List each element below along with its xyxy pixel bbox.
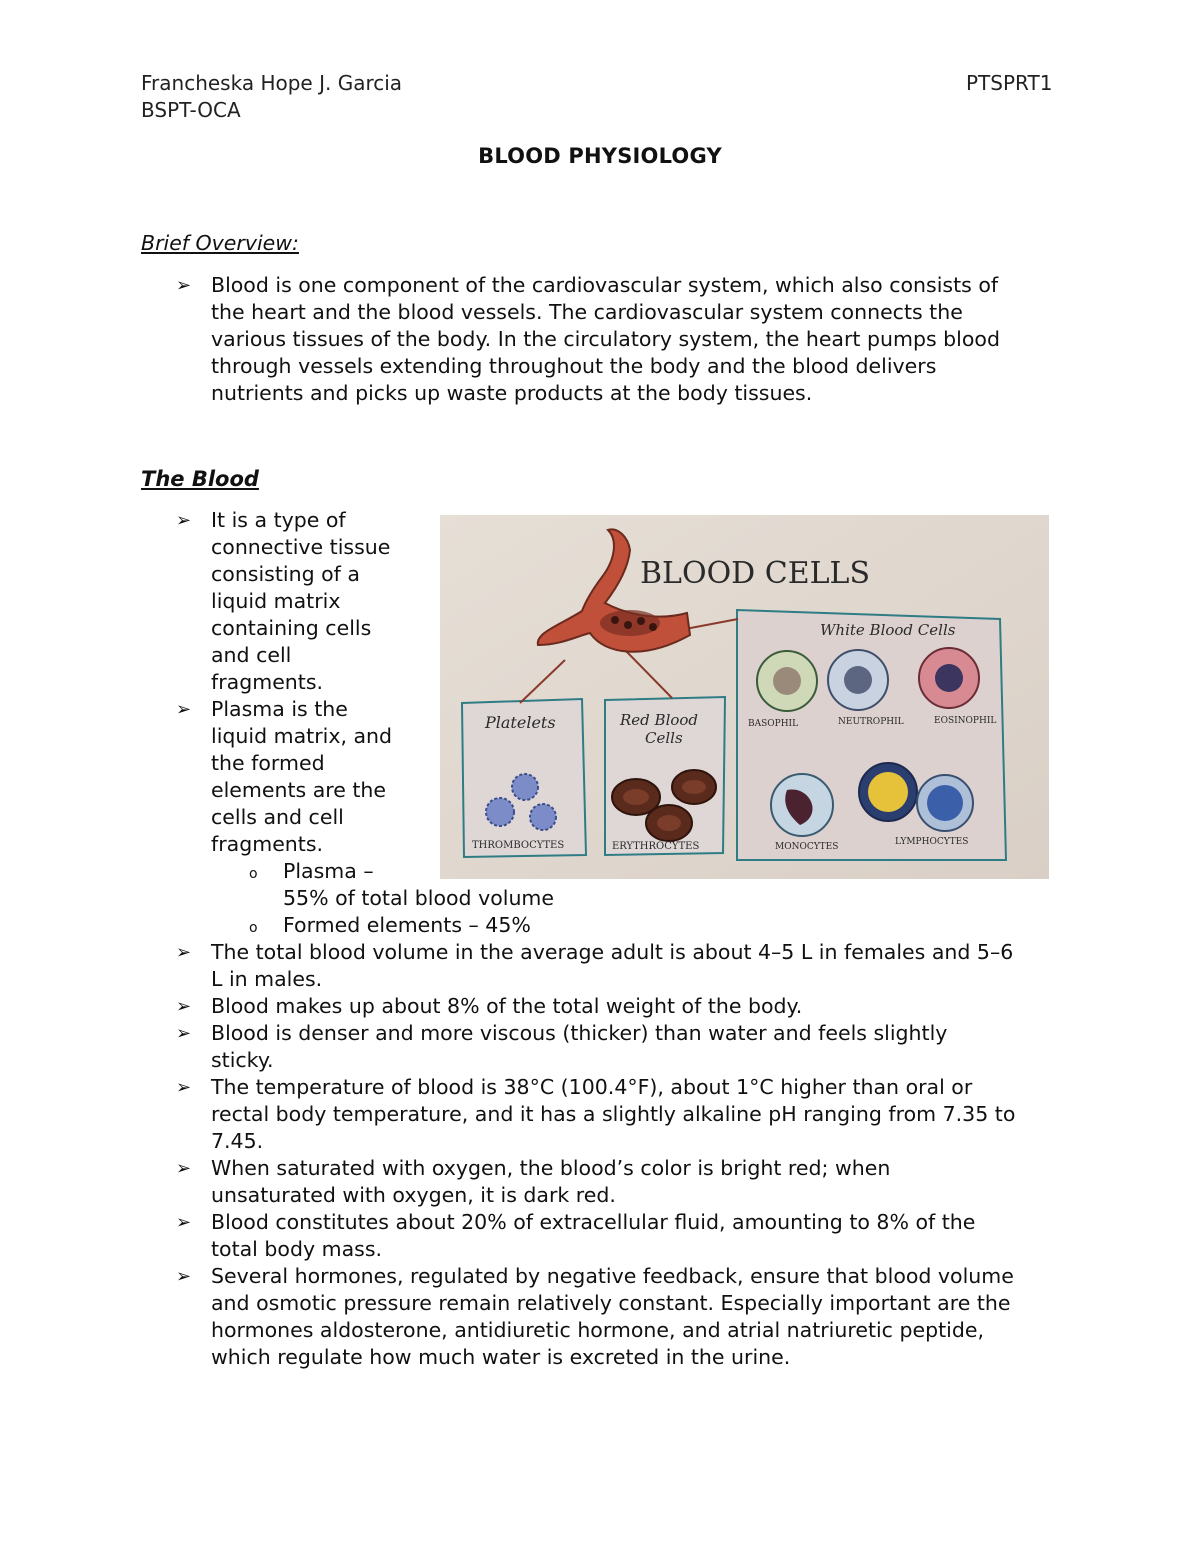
arrow-bullet-icon: ➢ xyxy=(176,1158,192,1179)
plasma-matrix-line: elements are the xyxy=(211,778,387,802)
rbc-label-2: Cells xyxy=(645,729,683,747)
blood-fact-line: Blood makes up about 8% of the total weight of the body. xyxy=(211,994,803,1018)
connective-tissue-line: and cell xyxy=(211,643,292,667)
rbc-label-1: Red Blood xyxy=(620,711,699,729)
overview-line: various tissues of the body. In the circulatory system, the heart pumps blood xyxy=(211,327,1000,351)
blood-fact-line: and osmotic pressure remain relatively constant. Especially important are the xyxy=(211,1291,1011,1315)
blood-fact-line: The temperature of blood is 38°C (100.4°F), about 1°C higher than oral or xyxy=(211,1075,973,1099)
circle-bullet-icon: o xyxy=(249,920,258,936)
blood-fact-line: hormones aldosterone, antidiuretic hormone, and atrial natriuretic peptide, xyxy=(211,1318,984,1342)
blood-fact-line: The total blood volume in the average adult is about 4–5 L in females and 5–6 xyxy=(211,940,1014,964)
plasma-volume-line: Plasma – xyxy=(283,859,374,883)
course-code: PTSPRT1 xyxy=(966,71,1053,95)
plasma-matrix-line: Plasma is the xyxy=(211,697,348,721)
blood-fact-line: L in males. xyxy=(211,967,323,991)
plasma-volume-line: 55% of total blood volume xyxy=(283,886,555,910)
blood-fact-line: total body mass. xyxy=(211,1237,383,1261)
monocytes-label: MONOCYTES xyxy=(775,842,839,852)
arrow-bullet-icon: ➢ xyxy=(176,699,192,720)
erythrocytes-label: ERYTHROCYTES xyxy=(612,841,700,852)
arrow-bullet-icon: ➢ xyxy=(176,1023,192,1044)
overview-heading: Brief Overview: xyxy=(141,231,299,255)
blood-cells-figure xyxy=(440,515,1049,879)
blood-fact-line: Blood is denser and more viscous (thicker) than water and feels slightly xyxy=(211,1021,948,1045)
blood-heading: The Blood xyxy=(141,467,259,491)
lymphocytes-label: LYMPHOCYTES xyxy=(895,837,969,847)
plasma-matrix-line: the formed xyxy=(211,751,325,775)
formed-elements-line: Formed elements – 45% xyxy=(283,913,531,937)
arrow-bullet-icon: ➢ xyxy=(176,1077,192,1098)
thrombocytes-label: THROMBOCYTES xyxy=(472,840,565,851)
arrow-bullet-icon: ➢ xyxy=(176,1212,192,1233)
blood-fact-line: Several hormones, regulated by negative feedback, ensure that blood volume xyxy=(211,1264,1014,1288)
eosinophil-label: EOSINOPHIL xyxy=(934,716,997,726)
connective-tissue-line: fragments. xyxy=(211,670,324,694)
page-title: BLOOD PHYSIOLOGY xyxy=(478,144,722,168)
plasma-matrix-line: liquid matrix, and xyxy=(211,724,393,748)
arrow-bullet-icon: ➢ xyxy=(176,510,192,531)
wbc-label: White Blood Cells xyxy=(820,621,956,639)
overview-line: the heart and the blood vessels. The cardiovascular system connects the xyxy=(211,300,963,324)
figure-title: BLOOD CELLS xyxy=(640,556,870,591)
program-name: BSPT-OCA xyxy=(141,98,241,122)
connective-tissue-line: It is a type of xyxy=(211,508,346,532)
overview-line: nutrients and picks up waste products at the body tissues. xyxy=(211,381,813,405)
blood-fact-line: When saturated with oxygen, the blood’s color is bright red; when xyxy=(211,1156,891,1180)
plasma-matrix-line: cells and cell xyxy=(211,805,344,829)
blood-fact-line: Blood constitutes about 20% of extracellular fluid, amounting to 8% of the xyxy=(211,1210,976,1234)
connective-tissue-line: consisting of a xyxy=(211,562,360,586)
arrow-bullet-icon: ➢ xyxy=(176,996,192,1017)
blood-fact-line: 7.45. xyxy=(211,1129,264,1153)
blood-fact-line: unsaturated with oxygen, it is dark red. xyxy=(211,1183,616,1207)
blood-fact-line: sticky. xyxy=(211,1048,274,1072)
blood-fact-line: rectal body temperature, and it has a slightly alkaline pH ranging from 7.35 to xyxy=(211,1102,1016,1126)
blood-cells-drawing xyxy=(440,515,1049,879)
connective-tissue-line: connective tissue xyxy=(211,535,391,559)
basophil-label: BASOPHIL xyxy=(748,719,799,729)
author-name: Francheska Hope J. Garcia xyxy=(141,71,403,95)
overview-line: through vessels extending throughout the body and the blood delivers xyxy=(211,354,937,378)
platelets-label: Platelets xyxy=(485,713,556,732)
connective-tissue-line: liquid matrix xyxy=(211,589,341,613)
connective-tissue-line: containing cells xyxy=(211,616,372,640)
circle-bullet-icon: o xyxy=(249,866,258,882)
blood-fact-line: which regulate how much water is excreted in the urine. xyxy=(211,1345,791,1369)
neutrophil-label: NEUTROPHIL xyxy=(838,717,904,727)
arrow-bullet-icon: ➢ xyxy=(176,942,192,963)
arrow-bullet-icon: ➢ xyxy=(176,275,192,296)
arrow-bullet-icon: ➢ xyxy=(176,1266,192,1287)
overview-line: Blood is one component of the cardiovascular system, which also consists of xyxy=(211,273,999,297)
plasma-matrix-line: fragments. xyxy=(211,832,324,856)
